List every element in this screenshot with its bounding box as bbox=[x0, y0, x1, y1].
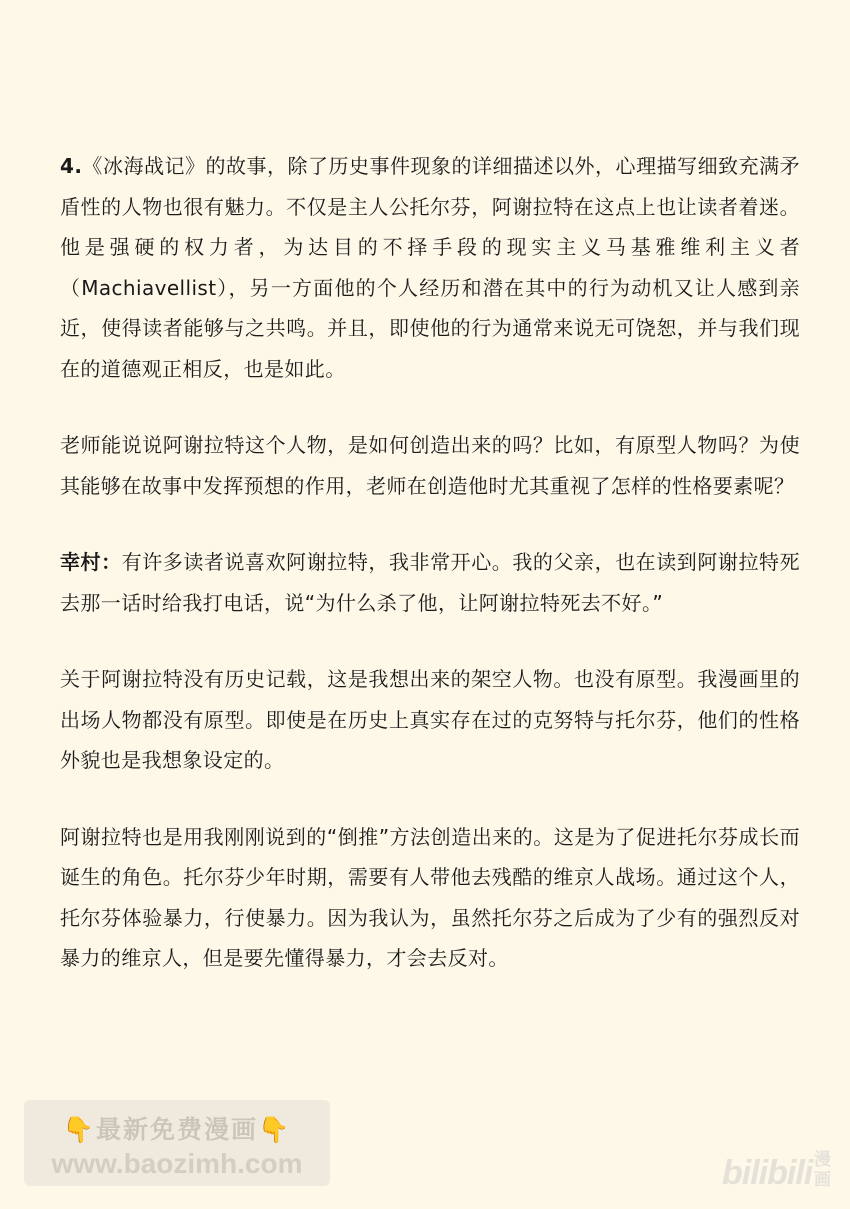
paragraph-2 bbox=[60, 425, 800, 506]
paragraph-label: 幸村： bbox=[60, 550, 122, 574]
paragraph-text: 关于阿谢拉特没有历史记载，这是我想出来的架空人物。也没有原型。我漫画里的出场人物都没有原型。即使是在历史上真实存在过的克努特与托尔芬，他们的性格外貌也是我想象设定的。 bbox=[60, 667, 800, 772]
paragraph-text: 阿谢拉特也是用我刚刚说到的“倒推”方法创造出来的。这是为了促进托尔芬成长而诞生的角色。托尔芬少年时期，需要有人带他去残酷的维京人战场。通过这个人，托尔芬体验暴力，行使暴力。因为我认为，虽然托尔芬之后成为了少有的强烈反对暴力的维京人，但是要先懂得暴力，才会去反对。 bbox=[60, 824, 800, 970]
watermark-url: www.baozimh.com bbox=[51, 1148, 303, 1179]
paragraph-text: 老师能说说阿谢拉特这个人物，是如何创造出来的吗？比如，有原型人物吗？为使其能够在故事中发挥预想的作用，老师在创造他时尤其重视了怎样的性格要素呢？ bbox=[60, 433, 800, 498]
paragraph-text: 《冰海战记》的故事，除了历史事件现象的详细描述以外，心理描写细致充满矛盾性的人物也很有魅力。不仅是主人公托尔芬，阿谢拉特在这点上也让读者着迷。他是强硬的权力者，为达目的不择手段的现实主义马基雅维利主义者（Machiavellist），另一方面他的个人经历和潜在其中的行为动机又让人感到亲近，使得读者能够与之共鸣。并且，即使他的行为通常来说无可饶恕，并与我们现在的道德观正相反，也是如此。 bbox=[60, 154, 800, 381]
bilibili-manga-logo bbox=[722, 1150, 842, 1194]
logo-brand: bilibili bbox=[722, 1154, 813, 1192]
baozimh-watermark bbox=[24, 1100, 330, 1186]
paragraph-1 bbox=[60, 146, 800, 389]
paragraph-4 bbox=[60, 659, 800, 781]
paragraph-label: 4. bbox=[60, 154, 83, 178]
paragraph-text: 有许多读者说喜欢阿谢拉特，我非常开心。我的父亲，也在读到阿谢拉特死去那一话时给我打电话，说“为什么杀了他，让阿谢拉特死去不好。” bbox=[60, 550, 801, 615]
watermark-top-text: 最新免费漫画 bbox=[95, 1115, 258, 1144]
paragraph-3 bbox=[60, 542, 800, 623]
pointing-down-icon: 👇 bbox=[258, 1115, 292, 1144]
article-body bbox=[60, 146, 800, 1015]
paragraph-5 bbox=[60, 817, 800, 979]
logo-suffix: 漫画 bbox=[814, 1150, 831, 1190]
pointing-down-icon: 👇 bbox=[62, 1115, 96, 1144]
watermark-top bbox=[34, 1110, 320, 1146]
